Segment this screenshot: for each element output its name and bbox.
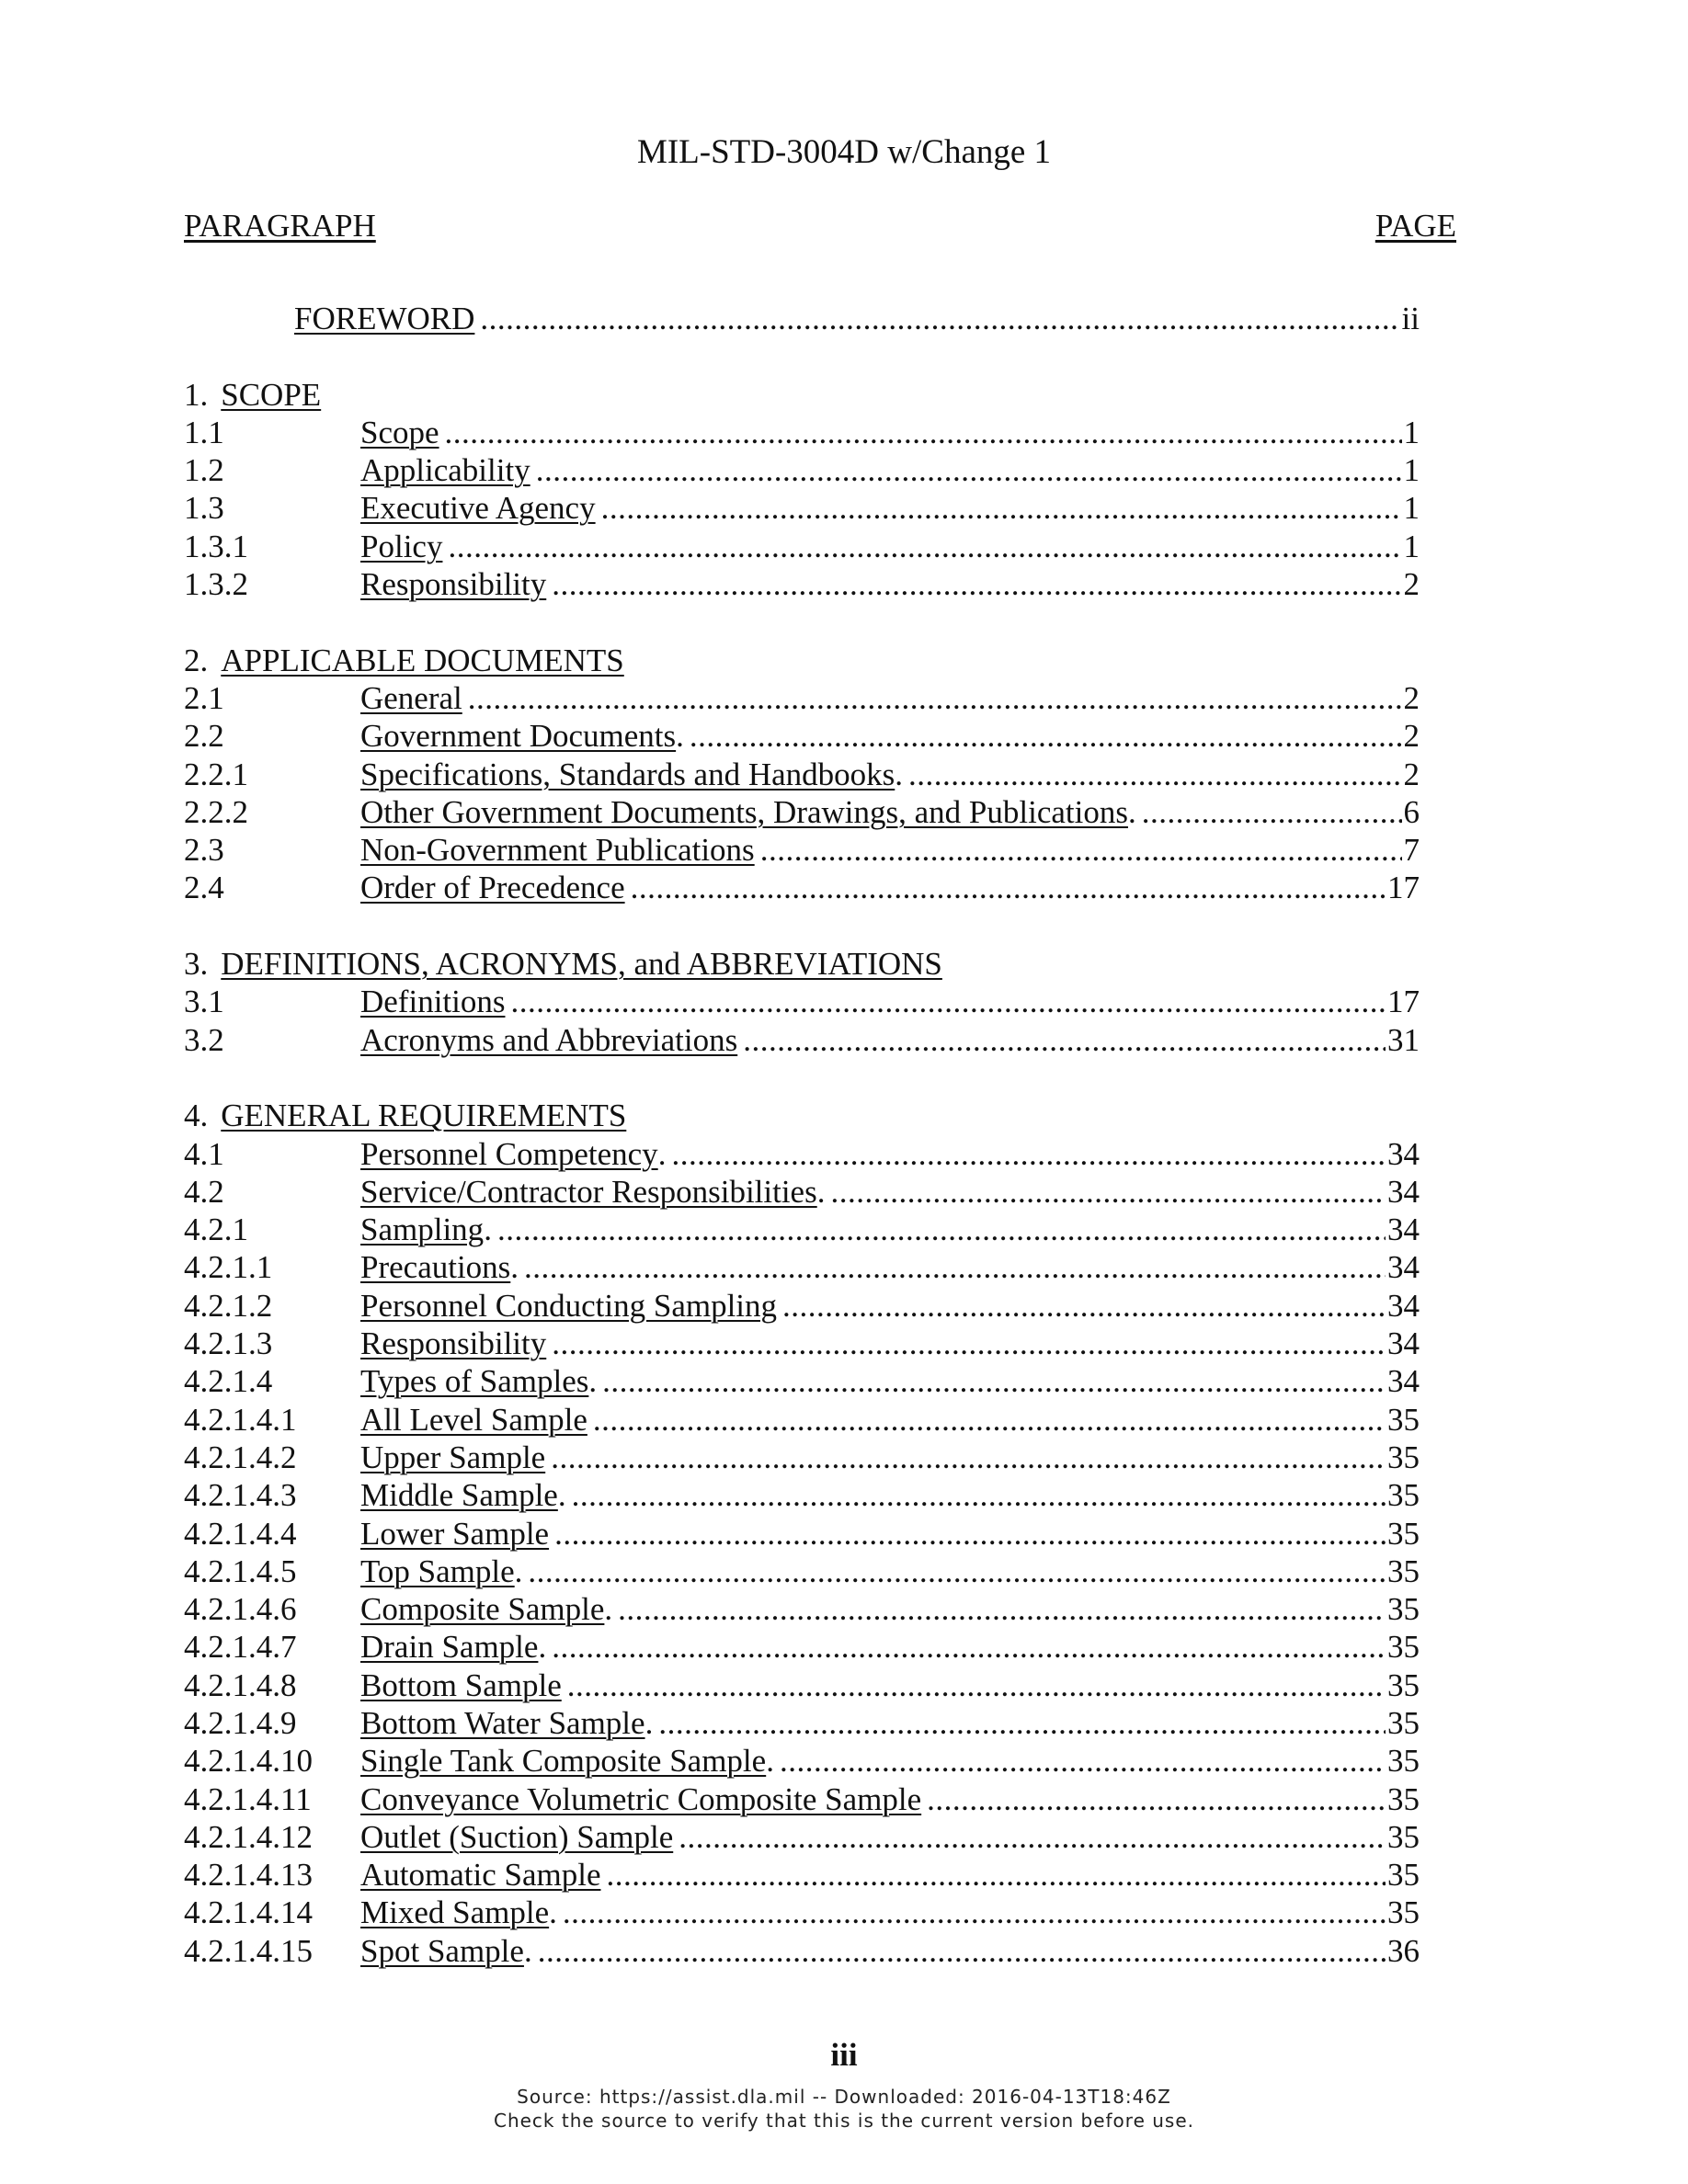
toc-entry-number: 4.2.1.2 [184, 1287, 273, 1324]
toc-entry-page: 35 [1387, 1629, 1420, 1666]
toc-entry-page: 35 [1387, 1894, 1420, 1931]
toc-entry[interactable] [184, 869, 1420, 906]
toc-entry-page: 35 [1387, 1553, 1420, 1589]
dot-leader [468, 679, 1402, 717]
dot-leader [780, 1742, 1386, 1780]
toc-entry-page: 1 [1403, 452, 1420, 489]
toc-entry-title[interactable]: Drain Sample [360, 1629, 539, 1666]
toc-entry-number: 1.3.1 [184, 528, 248, 564]
dot-leader [567, 1666, 1386, 1704]
page-heading: PAGE [1374, 208, 1456, 244]
toc-entry-page: 34 [1387, 1135, 1420, 1172]
document-header: MIL-STD-3004D w/Change 1 [636, 133, 1052, 171]
section-title[interactable]: DEFINITIONS, ACRONYMS, and ABBREVIATIONS [221, 946, 942, 983]
toc-entry[interactable] [184, 1590, 1420, 1628]
toc-entry-trailing-period: . [588, 1363, 598, 1400]
dot-leader [593, 1401, 1386, 1439]
toc-entry-number: 3.1 [184, 984, 224, 1020]
toc-entry-trailing-period: . [766, 1743, 774, 1780]
toc-entry-page: 17 [1387, 984, 1420, 1020]
toc-entry-number: 4.2.1.4.7 [184, 1629, 297, 1666]
toc-entry-trailing-period: . [644, 1704, 654, 1741]
toc-entry-page: 35 [1387, 1780, 1420, 1817]
toc-entry[interactable] [184, 1439, 1420, 1476]
toc-entry-page: 34 [1387, 1363, 1420, 1400]
dot-leader [606, 1856, 1386, 1894]
source-footer [0, 2085, 1688, 2133]
toc-entry-title[interactable]: Specifications, Standards and Handbooks [360, 756, 895, 792]
toc-entry-title[interactable]: Service/Contractor Responsibilities [360, 1173, 817, 1210]
toc-entry-number: 4.2.1.4.11 [184, 1780, 312, 1817]
toc-entry[interactable] [184, 1211, 1420, 1248]
toc-entry[interactable] [184, 1362, 1420, 1400]
toc-entry-number: 2.2 [184, 718, 224, 755]
toc-entry-number: 4.2.1.3 [184, 1325, 273, 1362]
toc-entry-trailing-period: . [1127, 793, 1136, 830]
toc-entry-title[interactable]: Outlet (Suction) Sample [360, 1818, 674, 1855]
toc-entry[interactable] [184, 1515, 1420, 1553]
toc-entry-number: 4.2.1.4.1 [184, 1401, 297, 1438]
toc-entry-title[interactable]: Non-Government Publications [360, 832, 755, 869]
section-number: 4. [184, 1098, 209, 1134]
toc-entry-number: 2.4 [184, 870, 224, 906]
toc-entry-trailing-period: . [484, 1211, 492, 1248]
toc-entry-trailing-period: . [538, 1629, 547, 1666]
toc-entry-title[interactable]: Order of Precedence [360, 870, 625, 906]
toc-entry[interactable] [184, 1894, 1420, 1931]
toc-entry-title[interactable]: Spot Sample [360, 1932, 524, 1969]
toc-entry[interactable] [184, 1742, 1420, 1780]
toc-entry[interactable] [184, 1856, 1420, 1894]
toc-entry-page: 34 [1387, 1249, 1420, 1286]
dot-leader [927, 1780, 1386, 1818]
toc-entry[interactable] [184, 1135, 1420, 1173]
toc-entry-page: 1 [1403, 490, 1420, 527]
toc-entry-number: 4.2.1.4 [184, 1363, 273, 1400]
toc-entry-title[interactable]: Other Government Documents, Drawings, and Publications [360, 793, 1128, 830]
toc-entry-title[interactable]: Middle Sample [360, 1477, 558, 1514]
toc-entry[interactable] [184, 1780, 1420, 1818]
toc-entry-title[interactable]: Personnel Competency [360, 1135, 658, 1172]
dot-leader [536, 451, 1402, 489]
section-title[interactable]: APPLICABLE DOCUMENTS [221, 642, 624, 678]
toc-entry-title[interactable]: Mixed Sample [360, 1894, 550, 1931]
toc-entry-foreword[interactable] [184, 300, 1420, 337]
toc-entry[interactable] [184, 679, 1420, 717]
toc-entry-number: 4.2.1.4.13 [184, 1857, 313, 1894]
toc-entry-trailing-period: . [676, 718, 684, 755]
toc-entry-page: 35 [1387, 1818, 1420, 1855]
paragraph-heading: PARAGRAPH [184, 208, 376, 244]
toc-entry-number: 4.2.1.4.15 [184, 1932, 313, 1969]
toc-entry-page: 1 [1403, 414, 1420, 450]
toc-entry-trailing-period: . [514, 1553, 523, 1589]
toc-entry[interactable] [184, 717, 1420, 755]
toc-entry[interactable] [184, 1666, 1420, 1704]
toc-entry-title[interactable]: General [360, 679, 462, 716]
toc-entry-page: 35 [1387, 1704, 1420, 1741]
toc-entry-trailing-period: . [657, 1135, 667, 1172]
toc-entry-page: 35 [1387, 1515, 1420, 1552]
toc-entry-title[interactable]: Bottom Sample [360, 1666, 562, 1703]
toc-entry-number: 4.2.1.4.12 [184, 1818, 313, 1855]
dot-leader [618, 1590, 1386, 1628]
toc-entry-title[interactable]: Composite Sample [360, 1591, 605, 1628]
toc-entry[interactable] [184, 1476, 1420, 1514]
toc-entry-title[interactable]: Scope [360, 414, 439, 450]
toc-entry-trailing-period: . [523, 1932, 532, 1969]
toc-entry-number: 4.2.1.4.9 [184, 1704, 297, 1741]
toc-entry[interactable] [184, 1287, 1420, 1325]
toc-entry[interactable] [184, 1704, 1420, 1742]
toc-entry-number: 4.2.1.4.6 [184, 1591, 297, 1628]
toc-entry-page: 36 [1387, 1932, 1420, 1969]
toc-entry-title[interactable]: Precautions [360, 1249, 511, 1286]
toc-entry-trailing-period: . [549, 1894, 557, 1931]
toc-entry[interactable] [184, 1553, 1420, 1590]
page-number: iii [830, 2037, 858, 2073]
dot-leader [782, 1287, 1386, 1325]
toc-entry-number: 4.2.1.1 [184, 1249, 273, 1286]
toc-entry-title[interactable]: Responsibility [360, 566, 547, 603]
section-number: 1. [184, 376, 209, 413]
dot-leader [552, 565, 1401, 603]
dot-leader [480, 300, 1399, 337]
dot-leader [1142, 793, 1402, 831]
toc-entry-page: 7 [1403, 832, 1420, 869]
toc-entry-title[interactable]: Automatic Sample [360, 1857, 601, 1894]
toc-entry-title[interactable]: Government Documents [360, 718, 677, 755]
toc-entry-number: 4.2.1.4.4 [184, 1515, 297, 1552]
toc-entry[interactable] [184, 1932, 1420, 1970]
toc-entry[interactable] [184, 793, 1420, 831]
toc-entry-number: 2.3 [184, 832, 224, 869]
toc-entry-trailing-period: . [557, 1477, 566, 1514]
toc-entry-page: 35 [1387, 1477, 1420, 1514]
toc-entry-title[interactable]: Lower Sample [360, 1515, 550, 1552]
toc-entry[interactable] [184, 1173, 1420, 1211]
toc-entry-title[interactable]: Top Sample [360, 1553, 515, 1589]
toc-section-heading[interactable] [184, 1097, 1420, 1134]
toc-entry-number: 4.2.1.4.8 [184, 1666, 297, 1703]
column-headings [184, 208, 1456, 245]
toc-entry-title[interactable]: Policy [360, 528, 443, 564]
dot-leader [551, 1439, 1386, 1476]
toc-entry-title[interactable]: All Level Sample [360, 1401, 587, 1438]
toc-entry-title[interactable]: Responsibility [360, 1325, 547, 1362]
dot-leader [524, 1248, 1386, 1286]
toc-entry-page: 35 [1387, 1857, 1420, 1894]
dot-leader [448, 528, 1401, 565]
toc-entry-number: 4.2.1.4.3 [184, 1477, 297, 1514]
dot-leader [552, 1628, 1386, 1666]
toc-entry-page: 35 [1387, 1591, 1420, 1628]
toc-entry[interactable] [184, 528, 1420, 565]
toc-section-heading[interactable] [184, 642, 1420, 679]
toc-entry-title[interactable]: Types of Samples [360, 1363, 589, 1400]
toc-entry-title[interactable]: Sampling [360, 1211, 485, 1248]
toc-entry-title[interactable]: Applicability [360, 452, 530, 489]
toc-entry[interactable] [184, 489, 1420, 527]
toc-entry-page: 34 [1387, 1211, 1420, 1248]
dot-leader [602, 1362, 1386, 1400]
toc-entry[interactable] [184, 1818, 1420, 1856]
toc-entry-number: 4.2.1.4.2 [184, 1439, 297, 1475]
toc-entry-trailing-period: . [895, 756, 904, 792]
toc-entry-number: 2.1 [184, 679, 224, 716]
dot-leader [552, 1325, 1386, 1362]
section-number: 2. [184, 642, 209, 678]
toc-entry-page: 35 [1387, 1666, 1420, 1703]
toc-entry-page: 1 [1403, 528, 1420, 564]
toc-entry[interactable] [184, 1021, 1420, 1059]
dot-leader [601, 489, 1402, 527]
check-line: Check the source to verify that this is the current version before use. [493, 2110, 1194, 2132]
dot-leader [743, 1021, 1386, 1059]
toc-entry-page: 34 [1387, 1325, 1420, 1362]
dot-leader [572, 1476, 1386, 1514]
toc-entry-number: 4.2 [184, 1173, 224, 1210]
toc-entry-number: 1.3.2 [184, 566, 248, 603]
source-line: Source: https://assist.dla.mil -- Downloaded: 2016-04-13T18:46Z [517, 2086, 1171, 2108]
table-of-contents [184, 300, 1420, 1970]
dot-leader [554, 1515, 1386, 1553]
toc-entry-page: 2 [1403, 566, 1420, 603]
toc-entry-page: 2 [1403, 756, 1420, 792]
toc-entry-page: 31 [1387, 1021, 1420, 1058]
dot-leader [658, 1704, 1386, 1742]
toc-entry-page: 2 [1403, 718, 1420, 755]
toc-entry-trailing-period: . [510, 1249, 519, 1286]
toc-entry-page: 34 [1387, 1287, 1420, 1324]
dot-leader [631, 869, 1386, 906]
toc-entry-title[interactable]: Executive Agency [360, 490, 596, 527]
toc-entry[interactable] [184, 1248, 1420, 1286]
dot-leader [510, 983, 1386, 1020]
dot-leader [690, 717, 1402, 755]
toc-entry-page: 2 [1403, 679, 1420, 716]
dot-leader [538, 1932, 1386, 1970]
toc-entry-number: 1.2 [184, 452, 224, 489]
toc-entry-page: 6 [1403, 793, 1420, 830]
toc-entry[interactable] [184, 1401, 1420, 1439]
toc-entry[interactable] [184, 1628, 1420, 1666]
toc-entry-title[interactable]: Bottom Water Sample [360, 1704, 645, 1741]
toc-entry[interactable] [184, 1325, 1420, 1362]
dot-leader [445, 414, 1402, 451]
toc-entry[interactable] [184, 565, 1420, 603]
toc-section-heading[interactable] [184, 376, 1420, 414]
toc-entry-trailing-period: . [816, 1173, 826, 1210]
toc-entry-number: 4.2.1.4.5 [184, 1553, 297, 1589]
toc-entry[interactable] [184, 756, 1420, 793]
toc-entry-title[interactable]: Definitions [360, 984, 506, 1020]
toc-entry-title[interactable]: Conveyance Volumetric Composite Sample [360, 1780, 922, 1817]
section-number: 3. [184, 946, 209, 983]
dot-leader [830, 1173, 1386, 1211]
toc-entry-title[interactable]: Upper Sample [360, 1439, 546, 1475]
toc-entry-page: 17 [1387, 870, 1420, 906]
dot-leader [671, 1135, 1386, 1173]
toc-entry[interactable] [184, 831, 1420, 869]
toc-entry-number: 4.1 [184, 1135, 224, 1172]
section-title[interactable]: GENERAL REQUIREMENTS [221, 1098, 627, 1134]
dot-leader [679, 1818, 1386, 1856]
dot-leader [497, 1211, 1386, 1248]
toc-entry-page: 35 [1387, 1439, 1420, 1475]
toc-entry-title[interactable]: Single Tank Composite Sample [360, 1743, 767, 1780]
toc-entry[interactable] [184, 414, 1420, 451]
toc-entry-number: 4.2.1 [184, 1211, 248, 1248]
toc-entry-page: 35 [1387, 1401, 1420, 1438]
toc-entry-number: 4.2.1.4.14 [184, 1894, 313, 1931]
section-title[interactable]: SCOPE [221, 376, 322, 413]
toc-entry-number: 2.2.2 [184, 793, 248, 830]
toc-entry-number: 2.2.1 [184, 756, 248, 792]
toc-entry-title[interactable]: Personnel Conducting Sampling [360, 1287, 778, 1324]
toc-section-heading[interactable] [184, 945, 1420, 983]
toc-entry[interactable] [184, 451, 1420, 489]
toc-entry-page: 35 [1387, 1743, 1420, 1780]
toc-entry-page: ii [1401, 301, 1420, 336]
dot-leader [563, 1894, 1386, 1931]
toc-entry-number: 1.3 [184, 490, 224, 527]
dot-leader [760, 831, 1402, 869]
toc-entry-title[interactable]: FOREWORD [294, 301, 475, 336]
dot-leader [908, 756, 1401, 793]
toc-entry-page: 34 [1387, 1173, 1420, 1210]
toc-entry[interactable] [184, 983, 1420, 1020]
toc-sections [184, 376, 1420, 1970]
toc-entry-number: 1.1 [184, 414, 224, 450]
toc-entry-number: 4.2.1.4.10 [184, 1743, 313, 1780]
toc-entry-title[interactable]: Acronyms and Abbreviations [360, 1021, 738, 1058]
dot-leader [528, 1553, 1386, 1590]
toc-entry-number: 3.2 [184, 1021, 224, 1058]
toc-entry-trailing-period: . [604, 1591, 613, 1628]
